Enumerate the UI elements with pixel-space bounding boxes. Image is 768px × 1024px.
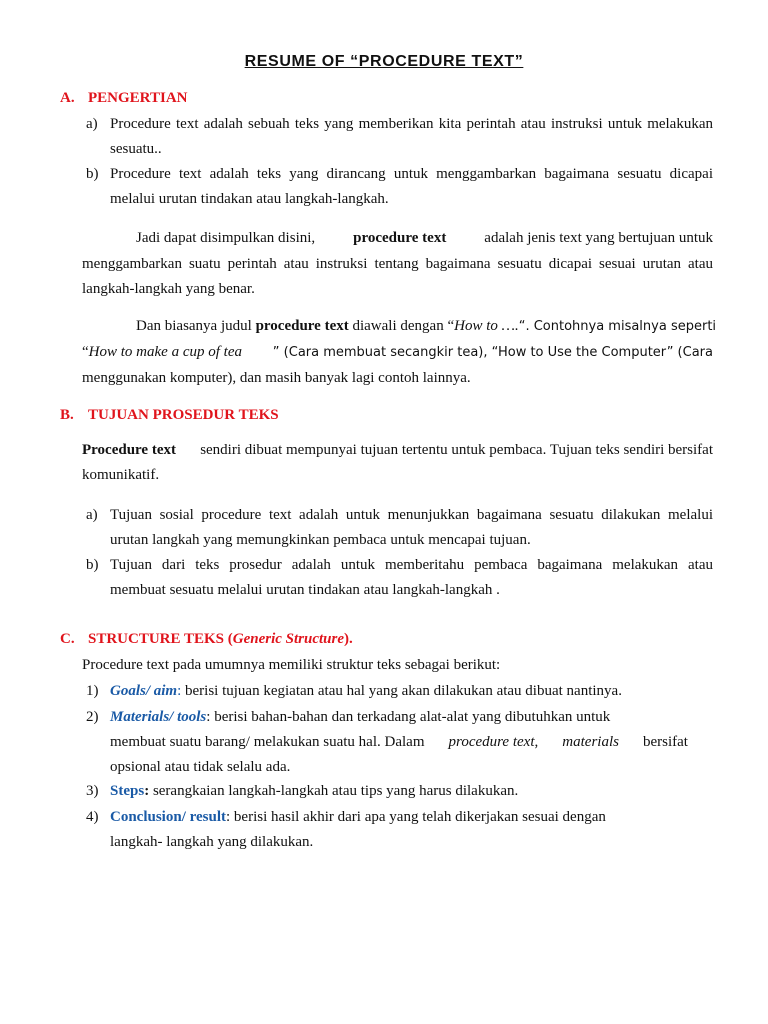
section-c-letter: C. xyxy=(60,631,75,647)
list-item-line xyxy=(110,783,518,800)
list-marker: b) xyxy=(86,166,99,182)
section-a-heading xyxy=(60,90,188,107)
text-span: sendiri dibuat mempunyai tujuan tertentu untuk pembaca. Tujuan teks sendiri bersifat xyxy=(200,442,713,458)
bold-term: procedure text xyxy=(353,230,447,246)
italic-term: Generic Structure xyxy=(232,631,345,647)
structure-term: Conclusion/ result xyxy=(110,809,226,825)
list-marker: 3) xyxy=(86,783,99,799)
text-span: berisi tujuan kegiatan atau hal yang akan dilakukan atau dibuat nantinya. xyxy=(181,683,622,699)
section-a-letter: A. xyxy=(60,90,75,106)
paragraph-line xyxy=(82,442,713,459)
text-span: Jadi dapat disimpulkan disini, xyxy=(136,230,316,246)
italic-term: How to make a cup of tea xyxy=(88,344,242,360)
text-span: : xyxy=(206,709,211,725)
structure-term: Steps xyxy=(110,783,145,799)
list-item-line xyxy=(110,683,622,700)
list-marker: a) xyxy=(86,507,98,523)
list-item-line: melalui urutan tindakan atau langkah-langkah. xyxy=(110,191,389,207)
structure-term: Goals/ aim xyxy=(110,683,178,699)
text-span: ” (Cara membuat secangkir tea), “How to Use the Computer” (Cara xyxy=(272,345,713,360)
list-item-line xyxy=(110,734,688,751)
list-item-line: Tujuan dari teks prosedur adalah untuk memberitahu pembaca bagaimana melakukan atau xyxy=(110,557,713,573)
text-span: bersifat xyxy=(643,734,688,750)
paragraph-line xyxy=(136,318,717,335)
paragraph-line: komunikatif. xyxy=(82,467,160,483)
italic-term: How to …. xyxy=(454,318,519,334)
text-span: berisi bahan-bahan dan terkadang alat-alat yang dibutuhkan untuk xyxy=(210,709,611,725)
paragraph-line xyxy=(136,230,713,247)
text-span: “. Contohnya misalnya seperti xyxy=(518,319,717,334)
text-span: , xyxy=(534,734,539,750)
paragraph-line: Procedure text pada umumnya memiliki struktur teks sebagai berikut: xyxy=(82,657,501,673)
section-b-title: TUJUAN PROSEDUR TEKS xyxy=(88,407,279,423)
section-b-heading xyxy=(60,407,279,424)
text-span: berisi hasil akhir dari apa yang telah dikerjakan sesuai dengan xyxy=(230,809,606,825)
text-span: “ xyxy=(82,344,89,360)
list-item-line: opsional atau tidak selalu ada. xyxy=(110,759,291,775)
list-marker: 2) xyxy=(86,709,99,725)
text-span: adalah jenis text yang bertujuan untuk xyxy=(484,230,713,246)
list-item-line: Procedure text adalah teks yang dirancang untuk menggambarkan bagaimana sesuatu dicapai xyxy=(110,166,713,182)
list-item-line: sesuatu.. xyxy=(110,141,162,157)
list-marker: a) xyxy=(86,116,98,132)
text-span: serangkaian langkah-langkah atau tips yang harus dilakukan. xyxy=(149,783,519,799)
list-item-line: membuat sesuatu melalui urutan tindakan atau langkah-langkah . xyxy=(110,582,500,598)
italic-term: materials xyxy=(562,734,619,750)
list-item-line xyxy=(110,809,606,826)
list-item-line: Tujuan sosial procedure text adalah untuk menunjukkan bagaimana sesuatu dilakukan melalui xyxy=(110,507,713,523)
list-item-line: Procedure text adalah sebuah teks yang memberikan kita perintah atau instruksi untuk melakukan xyxy=(110,116,713,132)
list-marker: 4) xyxy=(86,809,99,825)
page-title: RESUME OF “PROCEDURE TEXT” xyxy=(244,53,524,70)
text-span: Dan biasanya judul xyxy=(136,318,252,334)
paragraph-line: langkah-langkah yang benar. xyxy=(82,281,255,297)
section-a-title: PENGERTIAN xyxy=(88,90,188,106)
paragraph-line: menggambarkan suatu perintah atau instruksi tentang bagaimana sesuatu dicapai sesuai urutan atau xyxy=(82,256,713,272)
list-item-line: langkah- langkah yang dilakukan. xyxy=(110,834,314,850)
list-marker: b) xyxy=(86,557,99,573)
paragraph-line: menggunakan komputer), dan masih banyak lagi contoh lainnya. xyxy=(82,370,471,386)
list-item-line: urutan langkah yang memungkinkan pembaca untuk mencapai tujuan. xyxy=(110,532,531,548)
structure-term: Materials/ tools xyxy=(110,709,207,725)
bold-term: Procedure text xyxy=(82,442,176,458)
text-span: : xyxy=(177,683,182,699)
section-c-heading xyxy=(60,631,353,648)
text-span: ). xyxy=(344,631,353,647)
list-item-line xyxy=(110,709,610,726)
section-c-title: STRUCTURE TEKS ( xyxy=(88,631,233,647)
text-span: membuat suatu barang/ melakukan suatu hal. Dalam xyxy=(110,734,425,750)
list-marker: 1) xyxy=(86,683,99,699)
bold-term: procedure text xyxy=(255,318,349,334)
text-span: : xyxy=(144,783,150,799)
paragraph-line xyxy=(82,344,713,361)
section-b-letter: B. xyxy=(60,407,74,423)
text-span: diawali dengan “ xyxy=(352,318,455,334)
italic-term: procedure text xyxy=(448,734,535,750)
text-span: : xyxy=(226,809,231,825)
